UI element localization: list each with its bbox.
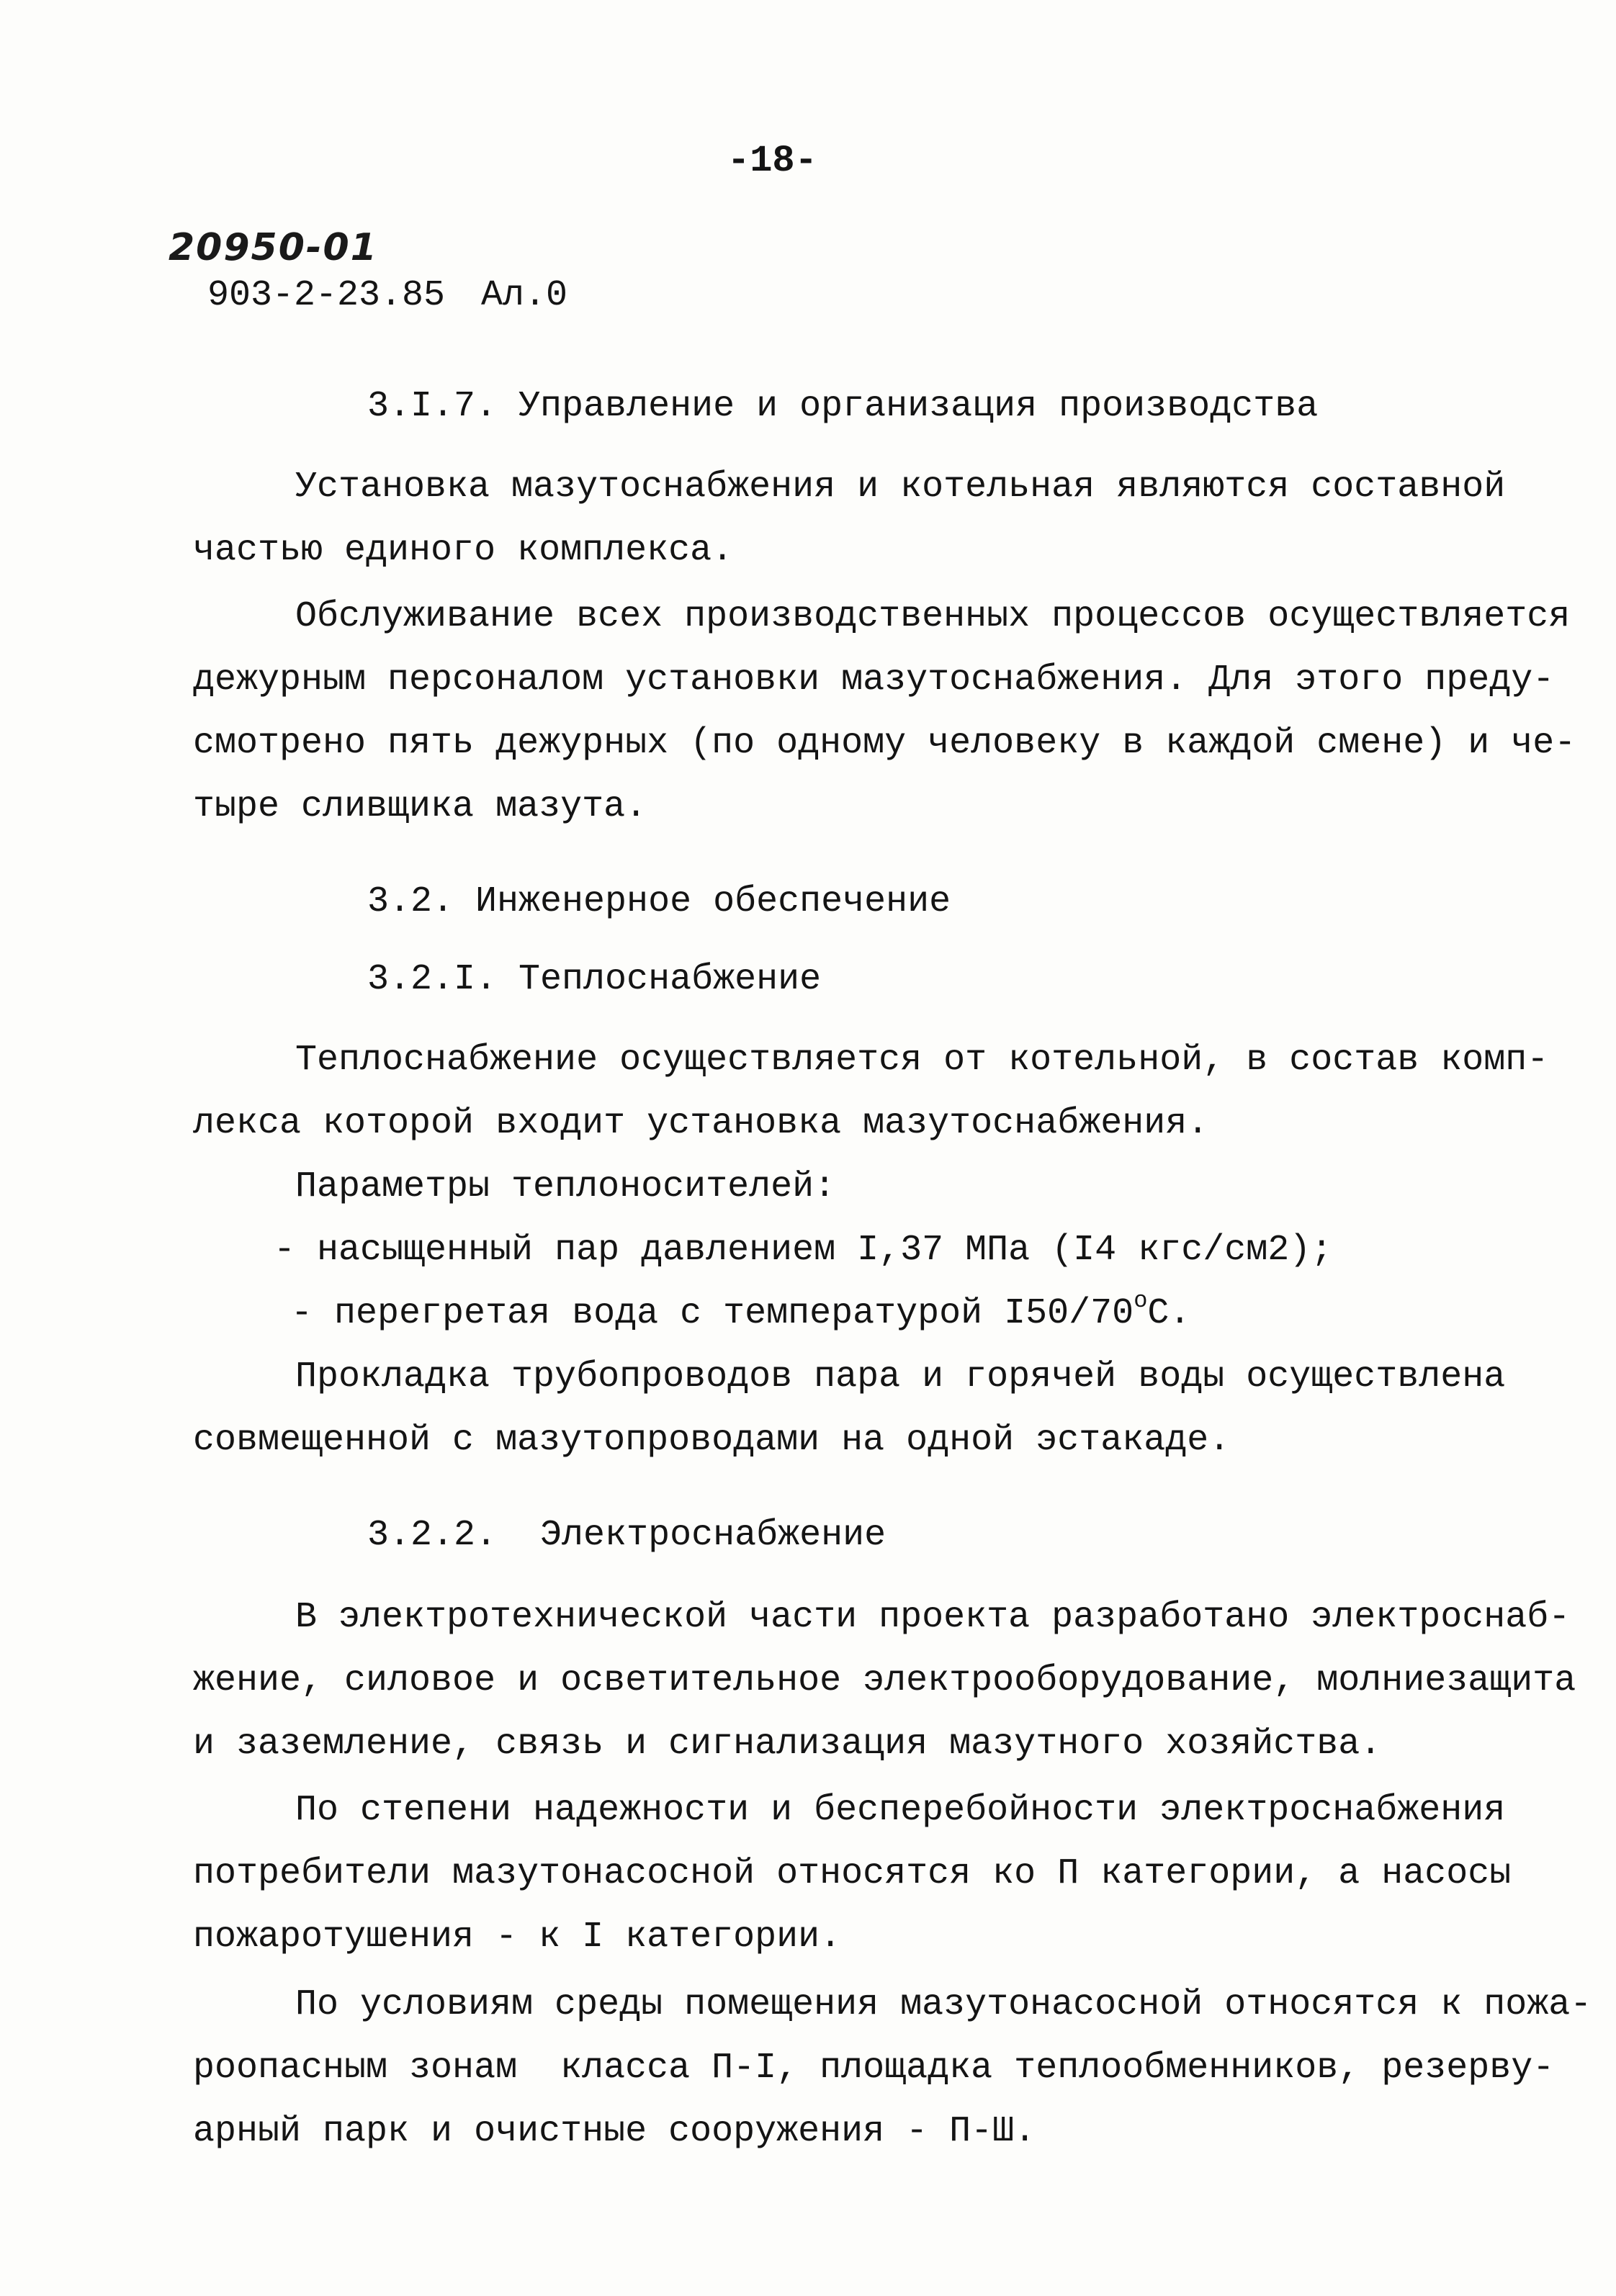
paragraph-line: жение, силовое и осветительное электрооборудование, молниезащита [193, 1660, 1576, 1701]
handwritten-code: 20950-01 [169, 226, 378, 269]
paragraph-line: дежурным персоналом установки мазутоснабжения. Для этого преду- [193, 659, 1555, 701]
paragraph-line: Установка мазутоснабжения и котельная являются составной [295, 467, 1506, 508]
paragraph-line: арный парк и очистные сооружения - П-Ш. [193, 2111, 1036, 2152]
paragraph-line: частью единого комплекса. [193, 530, 734, 571]
paragraph-line: В электротехнической части проекта разработано электроснаб- [295, 1597, 1571, 1638]
list-item: - перегретая вода с температурой $I50/70^оС$. [291, 1287, 1191, 1334]
paragraph-line: смотрено пять дежурных (по одному человеку в каждой смене) и че- [193, 723, 1576, 764]
paragraph-line: Прокладка трубопроводов пара и горячей воды осуществлена [295, 1356, 1506, 1397]
paragraph-line: По степени надежности и бесперебойности электроснабжения [295, 1790, 1506, 1831]
section-3-2-2-title: 3.2.2. Электроснабжение [367, 1515, 886, 1556]
paragraph-line: и заземление, связь и сигнализация мазутного хозяйства. [193, 1724, 1382, 1765]
paragraph-line: роопасным зонам класса П-I, площадка теплообменников, резерву- [193, 2048, 1555, 2089]
paragraph-line: пожаротушения - к I категории. [193, 1917, 842, 1958]
paragraph-line: потребители мазутонасосной относятся ко П категории, а насосы [193, 1853, 1512, 1894]
paragraph-line: совмещенной с мазутопроводами на одной эстакаде. [193, 1420, 1231, 1461]
section-3-2-title: 3.2. Инженерное обеспечение [367, 881, 951, 922]
degree-mark: о [1134, 1287, 1148, 1314]
doc-code: 903-2-23.85 [207, 275, 446, 316]
album-label: Ал.0 [481, 275, 568, 316]
paragraph-line: Обслуживание всех производственных процессов осуществляется [295, 596, 1571, 637]
paragraph-line: Теплоснабжение осуществляется от котельной, в состав комп- [295, 1040, 1549, 1081]
list-item: - насыщенный пар давлением I,37 МПа (I4 кгс/см2); [274, 1230, 1333, 1271]
page-number: -18- [727, 140, 817, 182]
section-3-2-1-title: 3.2.I. Теплоснабжение [367, 959, 822, 1000]
paragraph-line: лекса которой входит установка мазутоснабжения. [193, 1103, 1209, 1144]
paragraph-line: По условиям среды помещения мазутонасосной относятся к пожа- [295, 1984, 1592, 2025]
paragraph-line: Параметры теплоносителей: [295, 1166, 836, 1207]
section-3-1-7-title: 3.I.7. Управление и организация производства [367, 386, 1319, 427]
paragraph-line: тыре сливщика мазута. [193, 786, 647, 827]
